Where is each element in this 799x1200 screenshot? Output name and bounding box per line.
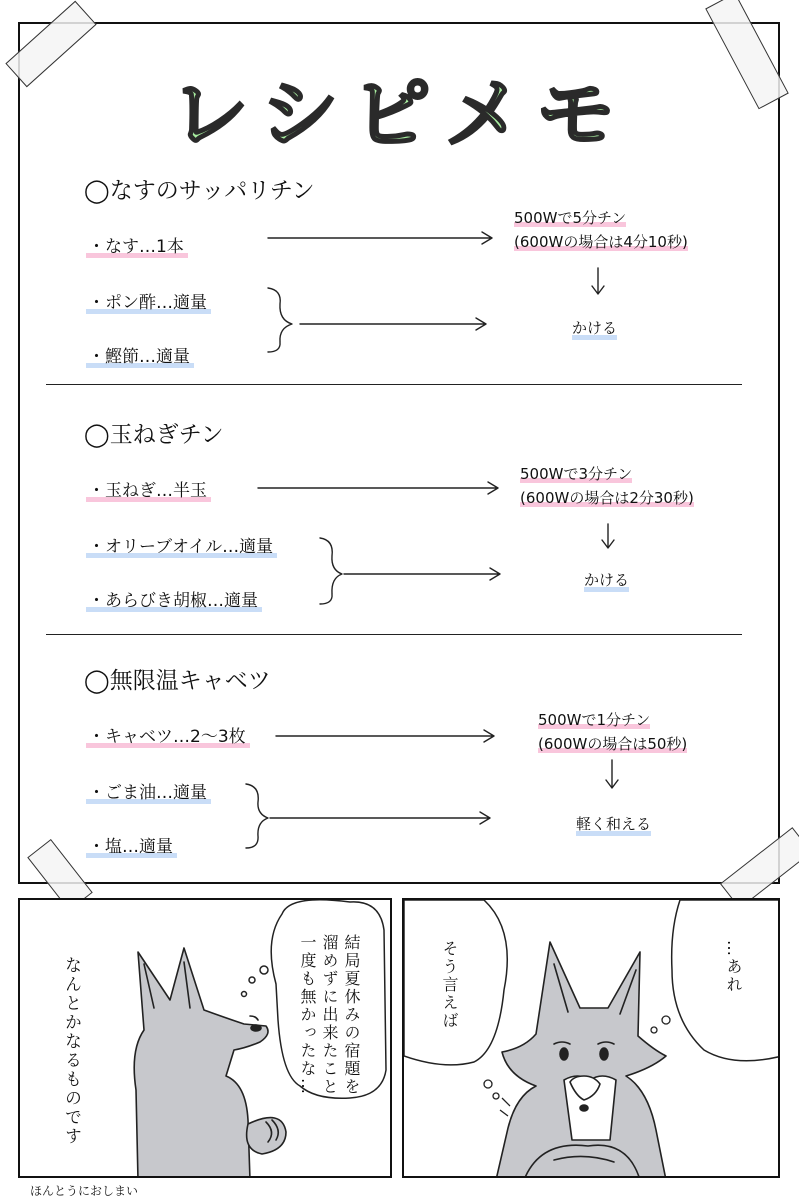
speech-right: …あれ <box>724 940 743 994</box>
recipe-2-action: かける <box>584 568 629 592</box>
thought-line-3: 一度も無かったな… <box>298 934 317 1096</box>
recipe-3-cook-time: 500Wで1分チン <box>538 711 651 729</box>
memo-title: レシピメモ <box>170 70 629 160</box>
recipe-1-ingredient-3: ・鰹節…適量 <box>86 342 194 368</box>
speech-left: そう言えば <box>440 940 459 1030</box>
arrow-right-icon <box>268 232 492 244</box>
recipe-3-heading: ◯無限温キャベツ <box>84 668 271 694</box>
recipe-3-cook-time-600w: (600Wの場合は50秒) <box>538 735 688 753</box>
recipe-3-action: 軽く和える <box>576 812 651 836</box>
arrow-down-icon <box>344 568 500 580</box>
recipe-3-ingredient-2: ・ごま油…適量 <box>86 778 211 804</box>
recipe-2-cook-time-600w: (600Wの場合は2分30秒) <box>520 489 694 507</box>
recipe-2-heading: ◯玉ねぎチン <box>84 422 224 448</box>
recipe-3-ingredient-1: ・キャベツ…2～3枚 <box>86 722 250 748</box>
comic-panel-2 <box>402 898 780 1178</box>
brace-icon <box>268 288 292 352</box>
recipe-2-ingredient-2: ・オリーブオイル…適量 <box>86 532 277 558</box>
recipe-2-ingredient-3: ・あらびき胡椒…適量 <box>86 586 262 612</box>
recipe-2-cook-time: 500Wで3分チン <box>520 465 633 483</box>
arrow-down-icon <box>592 268 604 294</box>
recipe-1-ingredient-2: ・ポン酢…適量 <box>86 288 211 314</box>
arrow-down-icon <box>602 524 614 548</box>
panel-1-narration: なんとかなるものです <box>61 956 81 1146</box>
brace-icon <box>246 784 268 848</box>
brace-icon <box>320 538 342 604</box>
arrow-right-icon <box>258 482 498 494</box>
recipe-1-ingredient-1: ・なす…1本 <box>86 232 188 258</box>
recipe-2-ingredient-1: ・玉ねぎ…半玉 <box>86 476 211 502</box>
thought-line-1: 結局夏休みの宿題を <box>342 934 361 1096</box>
thought-line-2: 溜めずに出来たこと <box>320 934 339 1096</box>
arrow-down-icon <box>606 760 618 788</box>
recipe-1-action: かける <box>572 316 617 340</box>
arrow-right-icon <box>270 812 490 824</box>
footer-caption: ほんとうにおしまい <box>30 1184 139 1198</box>
recipe-3-ingredient-3: ・塩…適量 <box>86 832 177 858</box>
recipe-1-cook-time-600w: (600Wの場合は4分10秒) <box>514 233 688 251</box>
arrow-right-icon <box>276 730 494 742</box>
arrow-right-icon <box>300 318 486 330</box>
recipe-1-cook-time: 500Wで5分チン <box>514 209 627 227</box>
comic-panel-1 <box>18 898 392 1178</box>
recipe-1-heading: ◯なすのサッパリチン <box>84 178 315 204</box>
